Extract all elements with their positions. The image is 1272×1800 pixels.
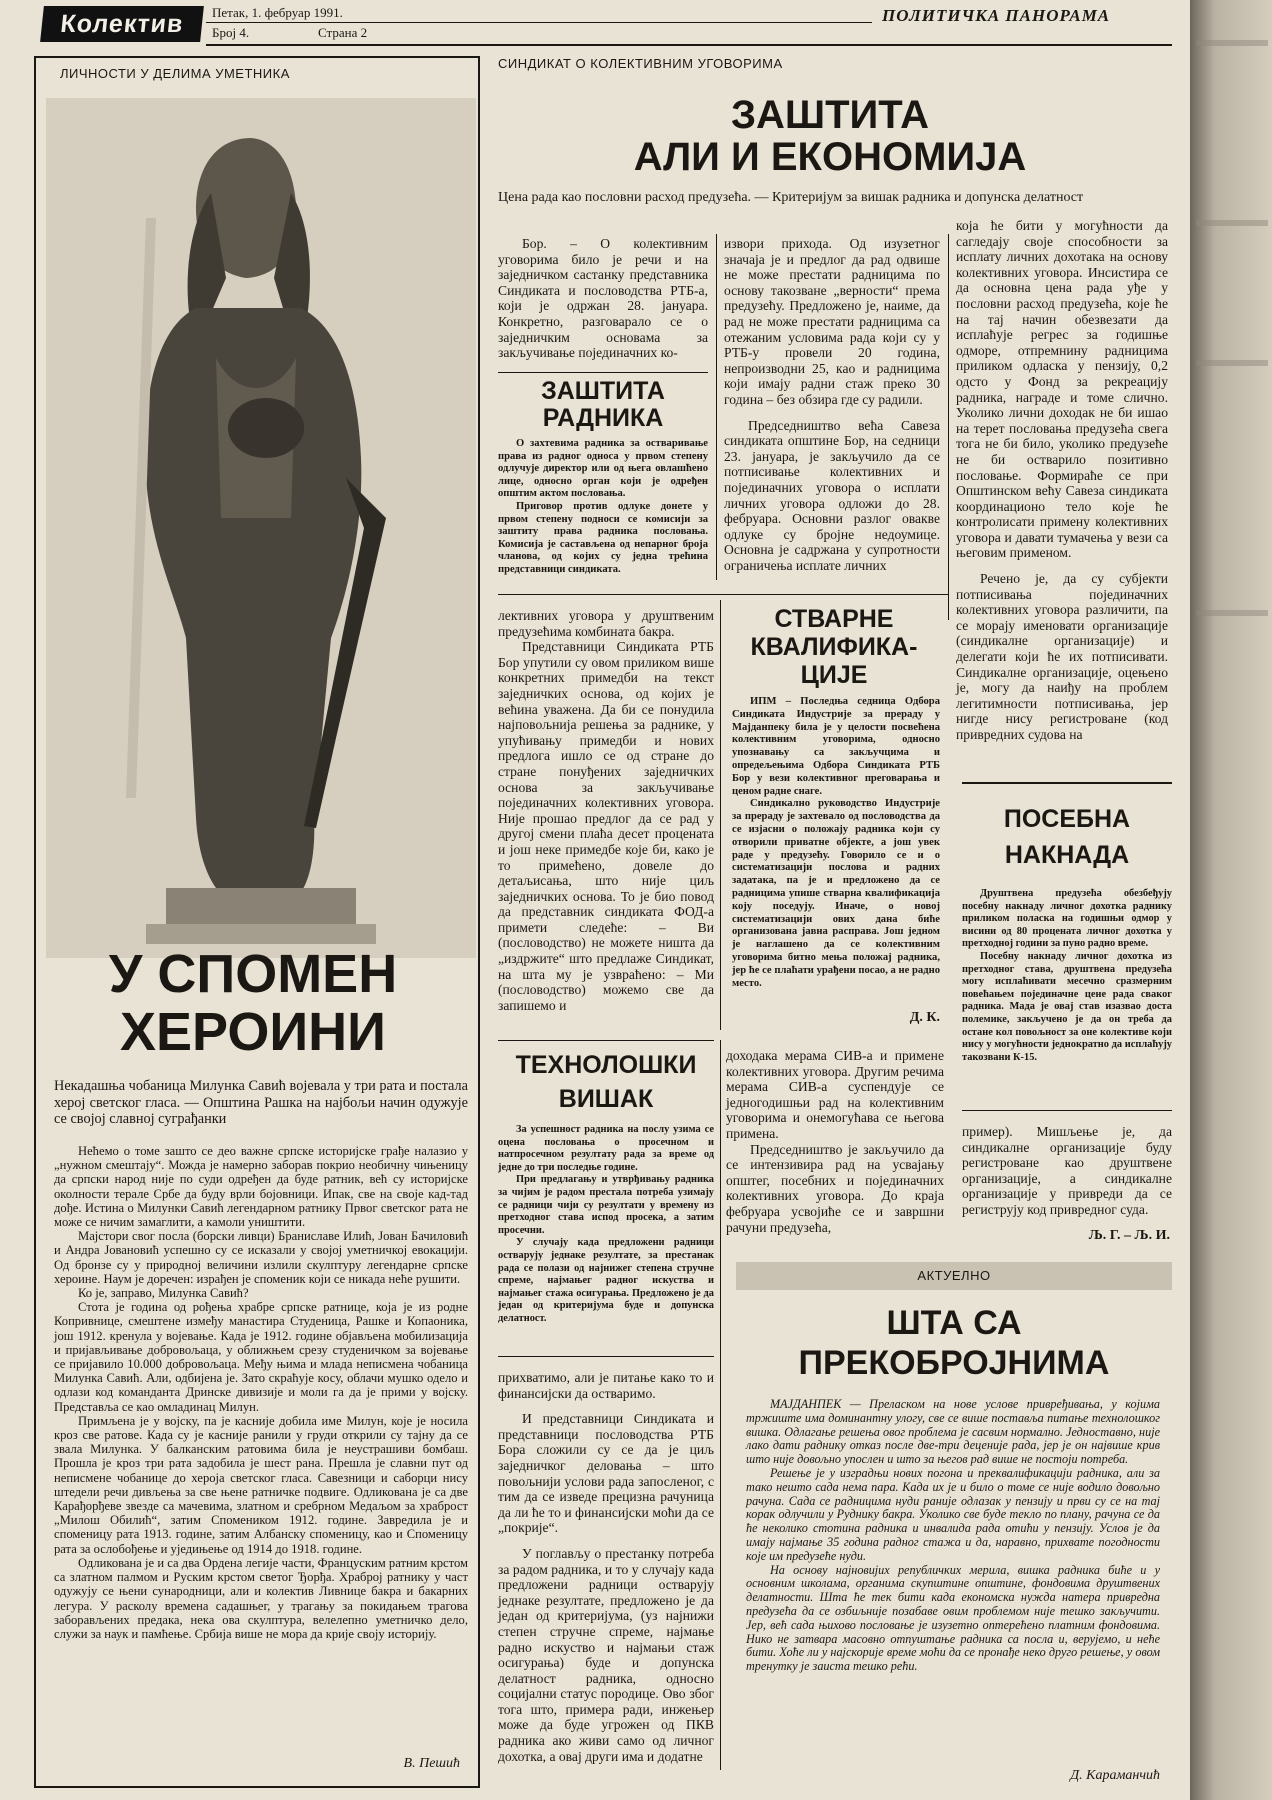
top-story-title-2: АЛИ И ЕКОНОМИЈА <box>633 135 1027 179</box>
statue-story-lead: Некадашња чобаница Милунка Савић војевала у три рата и постала херој светског гласа. — Општина Рашка на најбољи начин одужује се својој славној суграђанки <box>54 1078 468 1127</box>
zastita-title-2: РАДНИКА <box>542 404 664 432</box>
top-story-col2: извори прихода. Од изузетног значаја је и предлог да рад одвише не може престати радницима по основу такозване „верности“ према предузећу. Предложено је, наиме, да рад не може престати радницима са отежаним условима рада који су у РТБ-у провели 20 година, непроизводни 25, као и радницима који имају радни стаж преко 30 година – без обзира где су радили. Председништво већа Савеза синдиката општине Бор, на седници 23. јануара, је закључило да се потписивање колективних и појединачних уговора о исплати личних уговора одложи до 28. фебруара. Основни разлог овакве одлуке су бројне недоумице. Основна је садржана у супротности ограничења исплате личних <box>724 236 940 573</box>
statue-para-6: Одликована је и са два Ордена легије части, Француским ратним крстом са златном палмом и Руским крстом светог Ђорђа. Храброј ратнику у част одужују се њени сународници, али и колектив Ливнице бакра и бакарних легура. У расколу времена садашњег, у трагању за покидањем трагова заборављених предака, нека ова скулптура, велелепно уметничко дело, служи за наук и памћење. Србија више не мора да крије своју историју. <box>54 1555 468 1641</box>
stvarne-title-1: СТВАРНЕ <box>774 605 894 633</box>
posebna-para-1: Друштвена предузећа обезбеђују посебну накнаду личног дохотка раднику приликом поласка на годишњи одмор у висини од 80 процената личног дохотка у претходној години за пуно радно време. <box>962 888 1172 950</box>
posebna-title-1: ПОСЕБНА <box>1003 805 1131 833</box>
mid-col1: лективних уговора у друштвеним предузећима комбината бакра. Представници Синдиката РТБ Бор упутили су овом приликом више конкретних примедби на текст заједничких основа, од којих је већина уважена. Да би се понудила најповољнија решења за раднике, у упућивању примедби и нових предлога ишло се од стране до стране понуђених заједничких основа за закључивање појединачних колективних уговора. Није прошао предлог да се рад у другој смени плаћа десет процената и још неке примедбе које би, како је то примећено, довеле до детаљисања, што није циљ заједничких основа. То је био повод да представник синдиката ФОД-а примети следеће: – Ви (пословодство) не можете ништа да „издржите“ што предлаже Синдикат, на шта му је узвраћено: – Ми (пословодство) можемо све да запишемо и <box>498 608 714 1013</box>
sta-signature: Д. Караманчић <box>1070 1768 1160 1783</box>
section-rubric: ПОЛИТИЧКА ПАНОРАМА <box>882 6 1111 25</box>
statue-photo <box>46 98 476 958</box>
stvarne-para-1: ИПМ – Последња седница Одбора Синдиката Индустрије за прераду у Мајданпеку била је у целости посвећена колективним уговорима, односно упознавању са закључцима и опредељењима Одбора Синдиката РТБ Бор у вези колективног преговарања и ценом радне снаге. <box>732 696 940 797</box>
lower-col2: доходака мерама СИВ-а и примене колективних уговора. Другим речима мерама СИВ-а суспендује се једногодишњи рад на колективним уговорима и онемогућава се његова примена. Председништво је закључило да се интензивира рад на усвајању општег, посебних и појединачних колективних уговора. До краја фебруара усвојиће се и завршни рачуни предузећа, <box>726 1048 944 1235</box>
statue-story-kicker: ЛИЧНОСТИ У ДЕЛИМА УМЕТНИКА <box>60 66 290 81</box>
issue-number: Број 4. <box>212 25 250 40</box>
zastita-box <box>498 372 708 373</box>
zastita-para-2: Приговор против одлуке донете у првом степену подноси се комисији за заштиту права радника пословања. Комисија је састављена од непарног броја чланова, од којих су једна трећина представници синдиката. <box>498 500 708 575</box>
statue-para-3: Ко је, заправо, Милунка Савић? <box>78 1286 249 1301</box>
zastita-body <box>498 438 708 577</box>
stvarne-signature: Д. К. <box>909 1010 940 1025</box>
stvarne-title-2: КВАЛИФИКА- <box>750 633 918 661</box>
sta-body <box>746 1398 1160 1674</box>
posebna-title-2: НАКНАДА <box>1004 841 1130 869</box>
zastita-para-1: О захтевима радника за остваривање права из радног односа у првом степену одлучује директор или од њега овлашћено лице, односно орган који је одређен општим актом пословања. <box>498 438 708 500</box>
top-story-title-1: ЗАШТИТА <box>730 93 930 137</box>
statue-story-signature: В. Пешић <box>403 1756 460 1771</box>
posebna-para-2: Посебну накнаду личног дохотка из претходног става, друштвена предузећа могу исплаћивати месечно сразмерним повећањем појединачне цене рада сваког радника. Мада је овај став изазвао доста полемике, закључено је да он треба да остане кол повољност за оне колективе који нису у могућности једнократно да исплаћују такозвани К-15. <box>962 950 1172 1063</box>
statue-story-title-1: У СПОМЕН <box>108 944 398 1004</box>
sta-kicker: АКТУЕЛНО <box>917 1268 991 1283</box>
sta-para-2: Решење је у изградњи нових погона и преквалификацији радника, али за тако нешто сада нема пара. Када их је и било о томе се није водило довољно рачуна. Сада се радницима нуди раније одлазак у пензију и први су се на тај корак одлучили у Руднику бакра. Уколико све буде текло по плану, рачуна се да ће неколико стотина радника и инвалида рада отићи у пензију. Услов је да имају најмање 35 година радног стажа и да, наравно, прихвате погодности које им предузеће нуди. <box>746 1465 1160 1563</box>
tehno-body <box>498 1124 714 1326</box>
statue-story-body <box>54 1144 468 1641</box>
tehno-para-3: У случају када предложени радници остварују једнаке резултате, за престанак рада се полази од најнижег степена стручне спреме, најмањег радног искуства и најмањег стажа осигурања. Предложено је да један од критеријума буде и допунска делатност. <box>498 1237 714 1324</box>
top-story-col3: која ће бити у могућности да сагледају своје способности за исплату личних дохотака на основу колективних уговора. Инсистира се да основна цена рада уђе у пословни расход предузећа, које ће на тај начин обезвезати да исплаћује регрес за годишње одморе, отпремнину радницима приликом одласка у пензију, 0,2 одсто у Фонд за рекреацију радника, награде и томе слично. Уколико лични доходак не би ишао на терет пословања предузећа свега тога не би било, уколико предузеће не би остварило позитивно пословање. Формираће се при Општинском већу Савеза синдиката координационо тело које ће контролисати примену колективних уговора и давати тумачења у вези са његовим применом. Речено је, да су субјекти потписивања појединачних колективних уговора различити, па се морају именовати организације (синдикалне организације) и делегати који ће их потписивати. Синдикалне организације, оцењено је, могу да наиђу на проблем легитимности потписивања, јер нигде нису регистроване (код привредних судова на <box>956 218 1168 742</box>
statue-para-4: Стота је година од рођења храбре српске ратнице, која је из родне Копривнице, смештене између манастира Студеница, Рашке и Копаоника, још 1912. кренула у војевање. Када је 1912. године објављена мобилизација и пријављивање добровољаца, у оближњем срезу студеничком за војевање се пријавило 10.000 добровољаца. Међу њима и млада неписмена чобаница Милунка Савић. Али, одбијена је. Зато скраћује косу, облачи мушко одело и одлази код команданта Дринске дивизије и моли га да је прими у војску. Представља се као омладинац Милун. <box>54 1300 468 1414</box>
sta-para-1: МАЈДАНПЕК — Преласком на нове услове привређивања, у којима тржиште има доминантну улогу, све се више поставља питање технолошког вишка. Одлагање решења овог проблема је сасвим нормално. Једноставно, није лако дати раднику отказ после две-три деценије рада, јер је он највише крив што није довољно упослен и што за његов рад више не постоји потреба. <box>746 1397 1160 1467</box>
zastita-title-1: ЗАШТИТА <box>541 377 665 405</box>
statue-para-1: Нећемо о томе зашто се део важне српске историјске грађе налазио у „нужном смештају“. Можда је намерно заборав покрио необичну чињеницу да српски народ није по суди одређен да буде ратник, већ су историјске околности терале Србе да буду врли бојовници. Ипак, све на своје кад-тад дође. Истина о Милунки Савић легендарном ратнику Првог светског рата не може се ничим замаглити, а камоли уништити. <box>54 1144 468 1230</box>
lower-col1: прихватимо, али је питање како то и финансијски да остваримо. И представници Синдиката и представници пословодства РТБ Бора сложили су се да је циљ заједничког деловања – што повољнији услови рада запосленог, с тим да се изведе прецизна рачуница да ли ће то и финансијски моћи да се „покрије“. У поглављу о престанку потреба за радом радника, и то у случају када предложени радници остварују једнаке резултате, предложено је да један од критеријума, (уз најнижи степен стручне спреме, најмање радно искуство и најмањи стаж осигурања) буде и допунска делатност радника, односно социјални статус породице. Ово због тога што, примера ради, инжењер може да буде угрожен од ПКВ радника ако живи само од личног дохотка, а овај други има и додатне <box>498 1370 714 1764</box>
top-story-col1: Бор. – О колективним уговорима било је речи и на заједничком састанку представника Синдиката и пословодства РТБ-а, који је одржан 28. јануара. Конкретно, разговарало се о заједничким основама за закључивање појединачних ко- <box>498 236 708 361</box>
statue-para-2: Мајстори свог посла (борски ливци) Браниславе Илић, Јован Бачиловић и Андра Јовановић успешно су се исказали у својој уметничкој евокацији. Од бронзе су у природној величини излили скулптуру легендарне српске хероине. Наум је доречен: израђен је споменик који се никада неће рушити. <box>54 1229 468 1286</box>
posebna-body <box>962 888 1172 1064</box>
top-story-col3-end: пример). Мишљење је, да синдикалне организације буду регистроване као друштвене организације, а синдикалне организације у привреди да се региструју код привредног суда. <box>962 1124 1172 1217</box>
top-story-lead: Цена рада као пословни расход предузећа. — Критеријум за вишак радника и допунска делатност <box>498 190 1084 205</box>
tehno-para-1: За успешност радника на послу узима се оцена пословања о просечном и натпросечном резултату рада за време од једне до три последње године. <box>498 1124 714 1173</box>
statue-story-title-2: ХЕРОИНИ <box>120 1002 386 1062</box>
sta-para-3: На основу најновијих републичких мерила, вишка радника биће и у основним школама, органима скупштине општине, фондовима друштвених делатности. Шта ће тек бити када економска нужда натера привредна предузећа да се озбиљније позабаве овим проблемом није тешко закључити. Јер, већ сада њихово пословање је изузетно оптерећено платним фондовима. Нико не затвара масовно отпуштање радника са посла и, верујемо, и неће бити. Хоће ли у најскорије време моћи да се пронађе неко друго решење, у овом тренутку је заиста тешко рећи. <box>746 1562 1160 1674</box>
sta-title-1: ШТА СА <box>886 1304 1022 1342</box>
sta-title-2: ПРЕКОБРОЈНИМА <box>798 1344 1110 1382</box>
adjacent-page-edge <box>1190 0 1272 1800</box>
top-story-signature: Љ. Г. – Љ. И. <box>1088 1228 1170 1243</box>
masthead-logo: Колектив <box>40 6 204 42</box>
tehno-para-2: При предлагању и утврђивању радника за чијим је радом престала потреба узимају се радници чији су резултати у времену из претходног става испод просека, а затим просечни. <box>498 1174 714 1236</box>
tehno-title-1: ТЕХНОЛОШКИ <box>515 1051 697 1079</box>
tehno-title-2: ВИШАК <box>558 1085 654 1113</box>
statue-para-5: Примљена је у војску, па је касније добила име Милун, које је носила кроз све ратове. Када су је касније ранили у груди открили су тајну да се звала Милунка. У балканским ратовима била је неустрашиви бомбаш. Прошла је кроз три рата задобила је шест рана. Прешла је славни пут од неписмене чобанице до хероја светског гласа. Савезници и саборци нису штедели речи дивљења за све њене ратничке подвиге. Одликована је са две Карађорђеве звезде са мачевима, златном и сребрном Медаљом за храброст „Милош Обилић“, затим Спомеником 1912. године. Завредила је и споменицу рата 1913. године, затим Албанску споменицу, као и Споменицу рата за ослобођење и уједињење од 1914 до 1918. године. <box>54 1413 468 1556</box>
stvarne-body <box>732 696 940 990</box>
stvarne-title-3: ЦИЈЕ <box>800 661 868 689</box>
stvarne-para-2: Синдикално руководство Индустрије за прераду је захтевало од пословодства да се изјасни о положају радника који су отворили приватне објекте, а још увек раде у предузећу. Говорило се и о систематизацији послова и радних задатака, па је и предложено да се радницима упише стварна квалификација коју поседују. Иначе, о новој систематизацији ових дана биће организована јавна расправа. Још једном је наглашено да се колективним уговорима битно мења положај радника, јер ће се плаћати урађени посао, а не радно место. <box>732 798 940 989</box>
issue-date: Петак, 1. фебруар 1991. <box>212 5 343 20</box>
top-story-kicker: СИНДИКАТ О КОЛЕКТИВНИМ УГОВОРИМА <box>498 56 783 71</box>
page-number: Страна 2 <box>318 25 368 40</box>
